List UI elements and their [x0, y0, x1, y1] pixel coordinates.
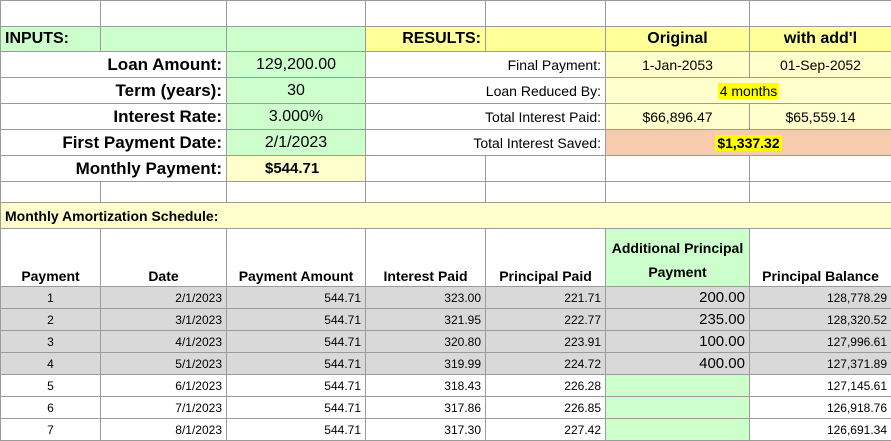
table-row [1, 375, 891, 397]
cell-principal-paid[interactable]: 221.71 [486, 287, 606, 309]
cell-principal-balance[interactable]: 128,320.52 [750, 309, 891, 331]
cell-additional-principal[interactable] [606, 375, 750, 397]
cell-additional-principal[interactable] [606, 397, 750, 419]
first-payment-cell[interactable]: 2/1/2023 [227, 130, 366, 156]
cell-principal-balance[interactable]: 128,778.29 [750, 287, 891, 309]
table-row [1, 397, 891, 419]
cell-principal-paid[interactable]: 227.42 [486, 419, 606, 441]
term-cell[interactable]: 30 [227, 78, 366, 104]
cell-principal-balance[interactable]: 127,145.61 [750, 375, 891, 397]
total-interest-additional[interactable]: $65,559.14 [750, 104, 891, 130]
cell-date[interactable]: 7/1/2023 [101, 397, 227, 419]
cell-payment-amount[interactable]: 544.71 [227, 419, 366, 441]
cell-additional-principal[interactable]: 200.00 [606, 287, 750, 309]
cell-interest-paid[interactable]: 323.00 [366, 287, 486, 309]
cell-additional-principal[interactable]: 400.00 [606, 353, 750, 375]
col-header-date: Date [101, 229, 227, 287]
original-column-header[interactable]: Original [606, 27, 750, 52]
col-header-additional-principal: Additional Principal Payment [606, 229, 750, 287]
loan-reduced-cell[interactable] [606, 78, 891, 104]
loan-amount-label: Loan Amount: [1, 52, 227, 78]
cell-payment-number[interactable]: 4 [1, 353, 101, 375]
monthly-payment-label: Monthly Payment: [1, 156, 227, 182]
col-header-interest-paid: Interest Paid [366, 229, 486, 287]
final-payment-label: Final Payment: [366, 52, 606, 78]
section-header-row [1, 27, 891, 52]
cell-payment-number[interactable]: 1 [1, 287, 101, 309]
loan-reduced-label: Loan Reduced By: [366, 78, 606, 104]
cell-payment-amount[interactable]: 544.71 [227, 287, 366, 309]
cell-payment-number[interactable]: 6 [1, 397, 101, 419]
interest-saved-cell[interactable] [606, 130, 891, 156]
schedule-title-row [1, 203, 891, 229]
first-payment-label: First Payment Date: [1, 130, 227, 156]
cell-payment-amount[interactable]: 544.71 [227, 331, 366, 353]
cell-payment-number[interactable]: 2 [1, 309, 101, 331]
results-header[interactable]: RESULTS: [366, 27, 486, 52]
cell-interest-paid[interactable]: 318.43 [366, 375, 486, 397]
cell-interest-paid[interactable]: 319.99 [366, 353, 486, 375]
interest-rate-cell[interactable]: 3.000% [227, 104, 366, 130]
inputs-header[interactable]: INPUTS: [1, 27, 101, 52]
cell-date[interactable]: 5/1/2023 [101, 353, 227, 375]
table-row [1, 331, 891, 353]
schedule-body [1, 287, 891, 441]
cell-principal-paid[interactable]: 226.85 [486, 397, 606, 419]
col-header-principal-paid: Principal Paid [486, 229, 606, 287]
loan-reduced-value: 4 months [718, 83, 780, 99]
cell-interest-paid[interactable]: 321.95 [366, 309, 486, 331]
interest-rate-row [1, 104, 891, 130]
cell-interest-paid[interactable]: 317.30 [366, 419, 486, 441]
cell-date[interactable]: 6/1/2023 [101, 375, 227, 397]
cell-principal-balance[interactable]: 127,996.61 [750, 331, 891, 353]
cell-payment-amount[interactable]: 544.71 [227, 353, 366, 375]
table-row [1, 287, 891, 309]
interest-rate-label: Interest Rate: [1, 104, 227, 130]
final-payment-original[interactable]: 1-Jan-2053 [606, 52, 750, 78]
additional-column-header[interactable]: with add'l [750, 27, 891, 52]
cell-date[interactable]: 8/1/2023 [101, 419, 227, 441]
cell-payment-amount[interactable]: 544.71 [227, 375, 366, 397]
cell-payment-amount[interactable]: 544.71 [227, 309, 366, 331]
monthly-payment-row [1, 156, 891, 182]
loan-amount-cell[interactable]: 129,200.00 [227, 52, 366, 78]
table-row [1, 353, 891, 375]
interest-saved-label: Total Interest Saved: [366, 130, 606, 156]
col-header-payment: Payment [1, 229, 101, 287]
blank-row [1, 1, 891, 27]
monthly-payment-cell[interactable]: $544.71 [227, 156, 366, 182]
table-row [1, 309, 891, 331]
cell-payment-number[interactable]: 7 [1, 419, 101, 441]
cell-date[interactable]: 2/1/2023 [101, 287, 227, 309]
first-payment-row [1, 130, 891, 156]
table-row [1, 419, 891, 441]
loan-amount-row [1, 52, 891, 78]
cell-principal-paid[interactable]: 223.91 [486, 331, 606, 353]
cell-payment-number[interactable]: 3 [1, 331, 101, 353]
cell-date[interactable]: 3/1/2023 [101, 309, 227, 331]
cell-additional-principal[interactable]: 235.00 [606, 309, 750, 331]
cell-interest-paid[interactable]: 317.86 [366, 397, 486, 419]
total-interest-original[interactable]: $66,896.47 [606, 104, 750, 130]
col-header-principal-balance: Principal Balance [750, 229, 891, 287]
cell-date[interactable]: 4/1/2023 [101, 331, 227, 353]
cell-payment-amount[interactable]: 544.71 [227, 397, 366, 419]
total-interest-label: Total Interest Paid: [366, 104, 606, 130]
schedule-header-row [1, 229, 891, 287]
term-row [1, 78, 891, 104]
cell-payment-number[interactable]: 5 [1, 375, 101, 397]
final-payment-additional[interactable]: 01-Sep-2052 [750, 52, 891, 78]
cell-principal-paid[interactable]: 222.77 [486, 309, 606, 331]
blank-row [1, 182, 891, 203]
cell-principal-paid[interactable]: 224.72 [486, 353, 606, 375]
cell-principal-balance[interactable]: 126,918.76 [750, 397, 891, 419]
cell-principal-paid[interactable]: 226.28 [486, 375, 606, 397]
term-label: Term (years): [1, 78, 227, 104]
cell-principal-balance[interactable]: 127,371.89 [750, 353, 891, 375]
col-header-payment-amount: Payment Amount [227, 229, 366, 287]
interest-saved-value: $1,337.32 [715, 135, 781, 151]
cell-additional-principal[interactable] [606, 419, 750, 441]
cell-principal-balance[interactable]: 126,691.34 [750, 419, 891, 441]
schedule-title: Monthly Amortization Schedule: [1, 203, 891, 229]
cell-additional-principal[interactable]: 100.00 [606, 331, 750, 353]
cell-interest-paid[interactable]: 320.80 [366, 331, 486, 353]
